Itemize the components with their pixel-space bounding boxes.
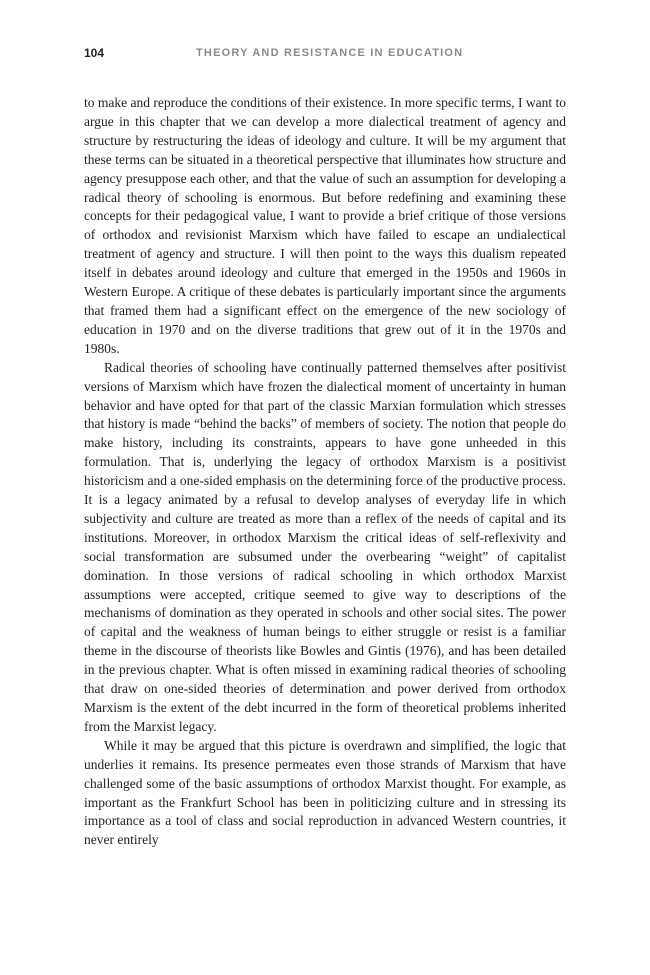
running-head [84,46,564,64]
paragraph: Radical theories of schooling have continually patterned themselves after positivist versions of Marxism which have frozen the dialectical moment of uncertainty in human behavior and have opted for that part of the classic Marxian formulation which stresses that history is made “behind the backs” of members of society. The notion that people do make history, including its constraints, appears to have gone unheeded in this formulation. That is, underlying the legacy of orthodox Marxism is a positivist historicism and a one-sided emphasis on the determining force of the productive process. It is a legacy animated by a refusal to develop analyses of everyday life in which subjectivity and culture are treated as more than a reflex of the needs of capital and its institutions. Moreover, in orthodox Marxism the critical ideas of self-reflexivity and social transformation are subsumed under the overbearing “weight” of capitalist domination. In those versions of radical schooling in which orthodox Marxist assumptions were accepted, critique seemed to give way to descriptions of the mechanisms of domination as they operated in schools and other social sites. The power of capital and the weakness of human beings to either struggle or resist is a familiar theme in the discourse of theorists like Bowles and Gintis (1976), and has been detailed in the previous chapter. What is often missed in examining radical theories of schooling that draw on one-sided theories of determination and power derived from orthodox Marxism is the extent of the debt incurred in the form of theoretical problems inherited from the Marxist legacy. [84,359,566,734]
running-title: THEORY AND RESISTANCE IN EDUCATION [196,47,464,59]
paragraph-continued: to make and reproduce the conditions of their existence. In more specific terms, I want to argue in this chapter that we can develop a more dialectical treatment of agency and structure by restructuring the ideas of ideology and culture. It will be my argument that these terms can be situated in a theoretical perspective that illuminates how structure and agency presuppose each other, and that the value of such an assumption for developing a radical theory of schooling is enormous. But before redefining and examining these concepts for their pedagogical value, I want to provide a brief critique of those versions of orthodox and revisionist Marxism which have failed to escape an undialectical treatment of agency and structure. I will then point to the ways this dualism repeated itself in debates around ideology and culture that emerged in the 1950s and 1960s in Western Europe. A critique of these debates is particularly important since the arguments that framed them had a significant effect on the emergence of the new sociology of education in 1970 and on the diverse traditions that grew out of it in the 1970s and 1980s. [84,95,566,356]
body-text [84,94,566,850]
paragraph: While it may be argued that this picture is overdrawn and simplified, the logic that underlies it remains. Its presence permeates even those strands of Marxism that have challenged some of the basic assumptions of orthodox Marxist thought. For example, as important as the Frankfurt School has been in politicizing culture and in stressing its importance as a tool of class and social reproduction in advanced Western countries, it never entirely [84,737,566,848]
page-number: 104 [84,46,105,60]
